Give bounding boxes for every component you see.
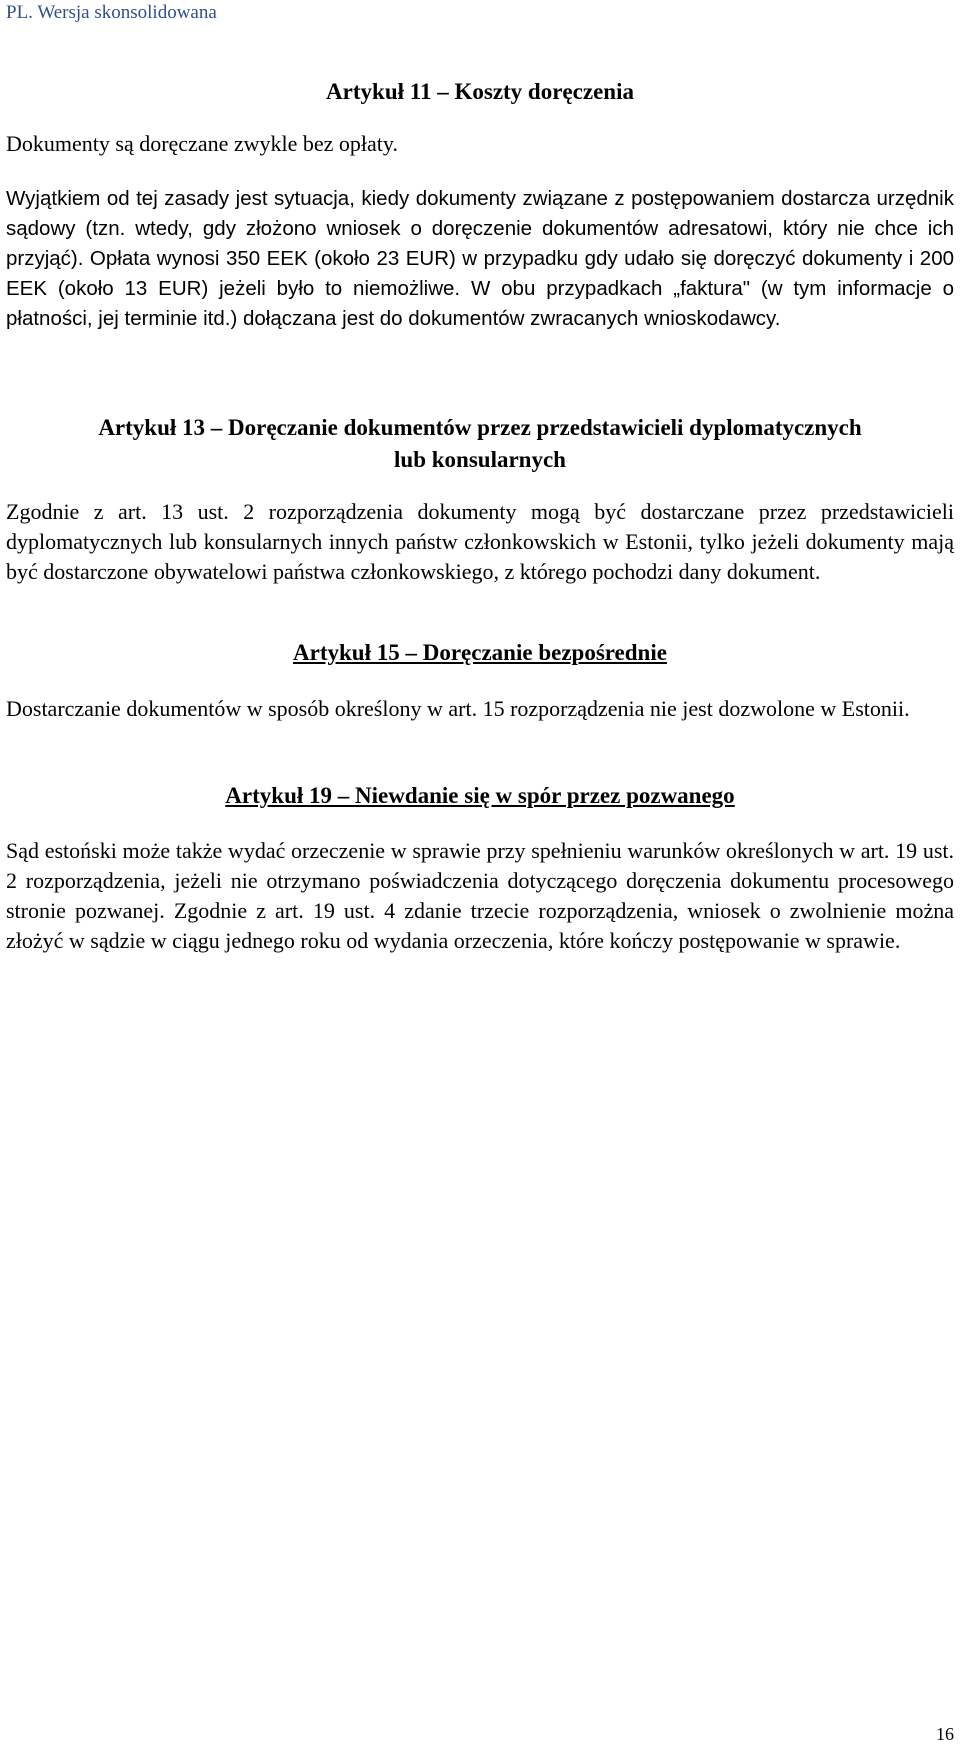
- article-11-title: Artykuł 11 – Koszty doręczenia: [326, 79, 634, 104]
- article-15-title: Artykuł 15 – Doręczanie bezpośrednie: [293, 640, 667, 665]
- article-19-title: Artykuł 19 – Niewdanie się w spór przez pozwanego: [225, 783, 735, 808]
- article-13-title: Artykuł 13 – Doręczanie dokumentów przez przedstawicieli dyplomatycznych lub konsularnych: [98, 415, 862, 472]
- document-header: PL. Wersja skonsolidowana: [6, 2, 217, 23]
- article-13-paragraph: Zgodnie z art. 13 ust. 2 rozporządzenia dokumenty mogą być dostarczane przez przedstawicieli dyplomatycznych lub konsularnych innych państw członkowskich w Estonii, tylko jeżeli dokumenty mają być dostarczone obywatelowi państwa członkowskiego, z którego pochodzi dany dokument.: [6, 499, 954, 584]
- article-11-paragraph-2: Wyjątkiem od tej zasady jest sytuacja, kiedy dokumenty związane z postępowaniem dostarcza urzędnik sądowy (tzn. wtedy, gdy złożono wniosek o doręczenie dokumentów adresatowi, który nie chce ich przyjąć). Opłata wynosi 350 EEK (około 23 EUR) w przypadku gdy udało się doręczyć dokumenty i 200 EEK (około 13 EUR) jeżeli było to niemożliwe. W obu przypadkach „faktura" (w tym informacje o płatności, jej terminie itd.) dołączana jest do dokumentów zwracanych wnioskodawcy.: [6, 187, 954, 330]
- article-19-paragraph: Sąd estoński może także wydać orzeczenie w sprawie przy spełnieniu warunków określonych w art. 19 ust. 2 rozporządzenia, jeżeli nie otrzymano poświadczenia dotyczącego doręczenia dokumentu procesowego stronie pozwanej. Zgodnie z art. 19 ust. 4 zdanie trzecie rozporządzenia, wniosek o zwolnienie można złożyć w sądzie w ciągu jednego roku od wydania orzeczenia, które kończy postępowanie w sprawie.: [6, 838, 954, 953]
- page-number: 16: [936, 1724, 954, 1744]
- article-11-paragraph-1: Dokumenty są doręczane zwykle bez opłaty.: [6, 131, 398, 156]
- article-15-paragraph: Dostarczanie dokumentów w sposób określony w art. 15 rozporządzenia nie jest dozwolone w Estonii.: [6, 696, 910, 721]
